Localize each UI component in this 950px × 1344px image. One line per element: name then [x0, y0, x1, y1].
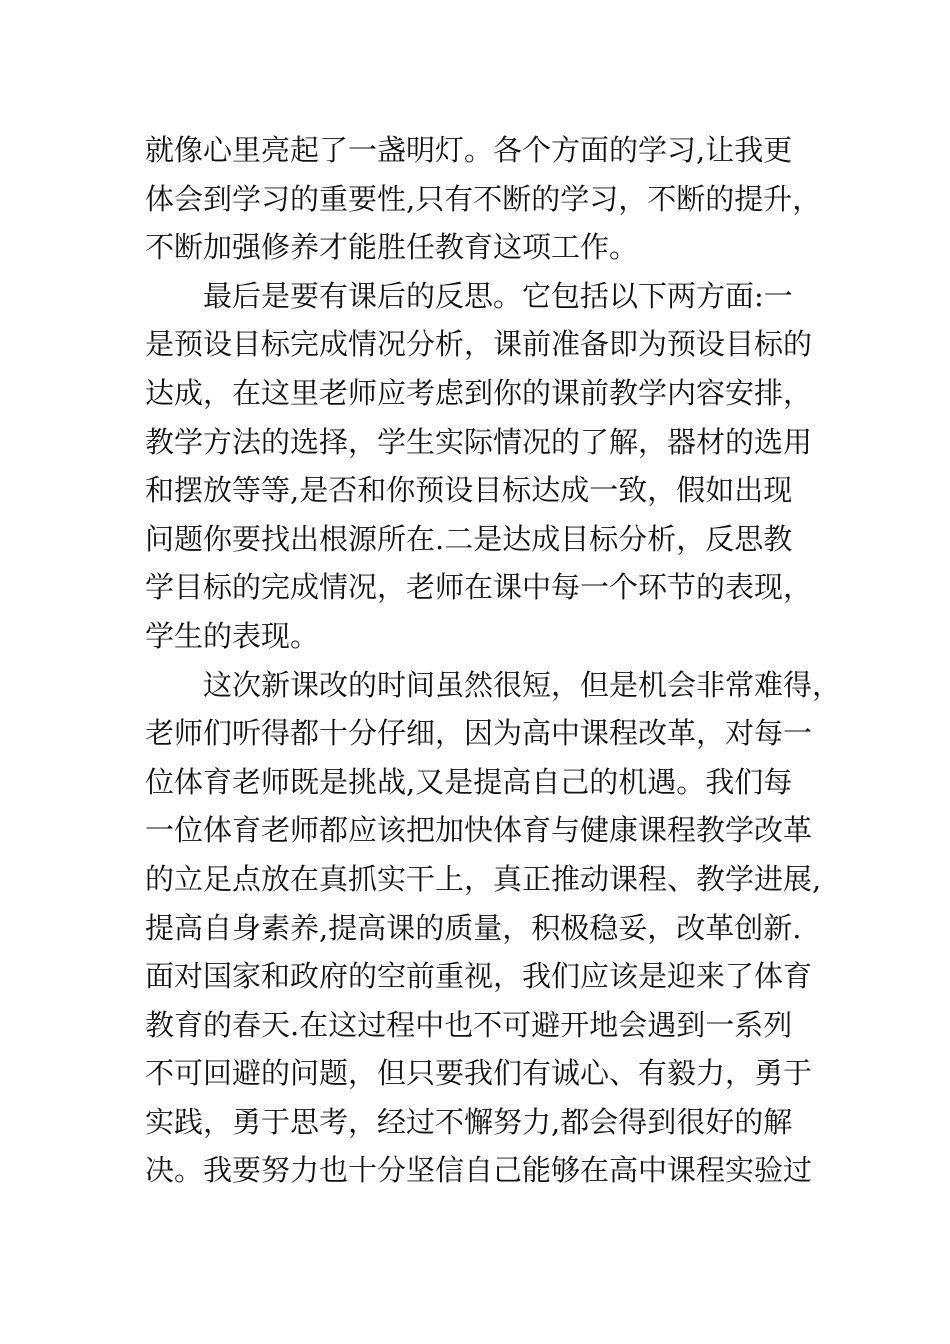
text-line: 面对国家和政府的空前重视，我们应该是迎来了体育 [145, 959, 813, 994]
text-line: 是预设目标完成情况分析，课前准备即为预设目标的 [145, 327, 813, 362]
text-line: 最后是要有课后的反思。它包括以下两方面:一 [203, 278, 793, 313]
text-line: 和摆放等等,是否和你预设目标达成一致，假如出现 [145, 473, 793, 508]
text-line: 就像心里亮起了一盏明灯。各个方面的学习,让我更 [145, 133, 793, 167]
text-line: 问题你要找出根源所在.二是达成目标分析，反思教 [145, 521, 793, 556]
text-line: 学目标的完成情况，老师在课中每一个环节的表现， [145, 570, 813, 605]
text-line: 这次新课改的时间虽然很短，但是机会非常难得， [203, 667, 842, 702]
body-text [145, 126, 842, 1195]
text-line: 一位体育老师都应该把加快体育与健康课程教学改革 [145, 813, 813, 848]
text-line: 体会到学习的重要性,只有不断的学习，不断的提升， [145, 181, 822, 216]
text-line: 老师们听得都十分仔细，因为高中课程改革，对每一 [145, 716, 813, 751]
text-line: 不可回避的问题，但只要我们有诚心、有毅力，勇于 [145, 1056, 813, 1091]
text-line: 位体育老师既是挑战,又是提高自己的机遇。我们每 [145, 764, 793, 799]
text-line: 教学方法的选择，学生实际情况的了解，器材的选用 [145, 424, 813, 459]
text-line: 学生的表现。 [145, 618, 320, 653]
text-line: 教育的春天.在这过程中也不可避开地会遇到一系列 [145, 1007, 793, 1042]
text-line: 提高自身素养,提高课的质量，积极稳妥，改革创新. [145, 910, 802, 945]
text-line: 实践，勇于思考，经过不懈努力,都会得到很好的解 [145, 1104, 793, 1139]
text-line: 的立足点放在真抓实干上，真正推动课程、教学进展, [145, 861, 822, 896]
text-line: 决。我要努力也十分坚信自己能够在高中课程实验过 [145, 1153, 813, 1188]
text-line: 不断加强修养才能胜任教育这项工作。 [145, 230, 639, 265]
text-line: 达成，在这里老师应考虑到你的课前教学内容安排， [145, 375, 813, 410]
